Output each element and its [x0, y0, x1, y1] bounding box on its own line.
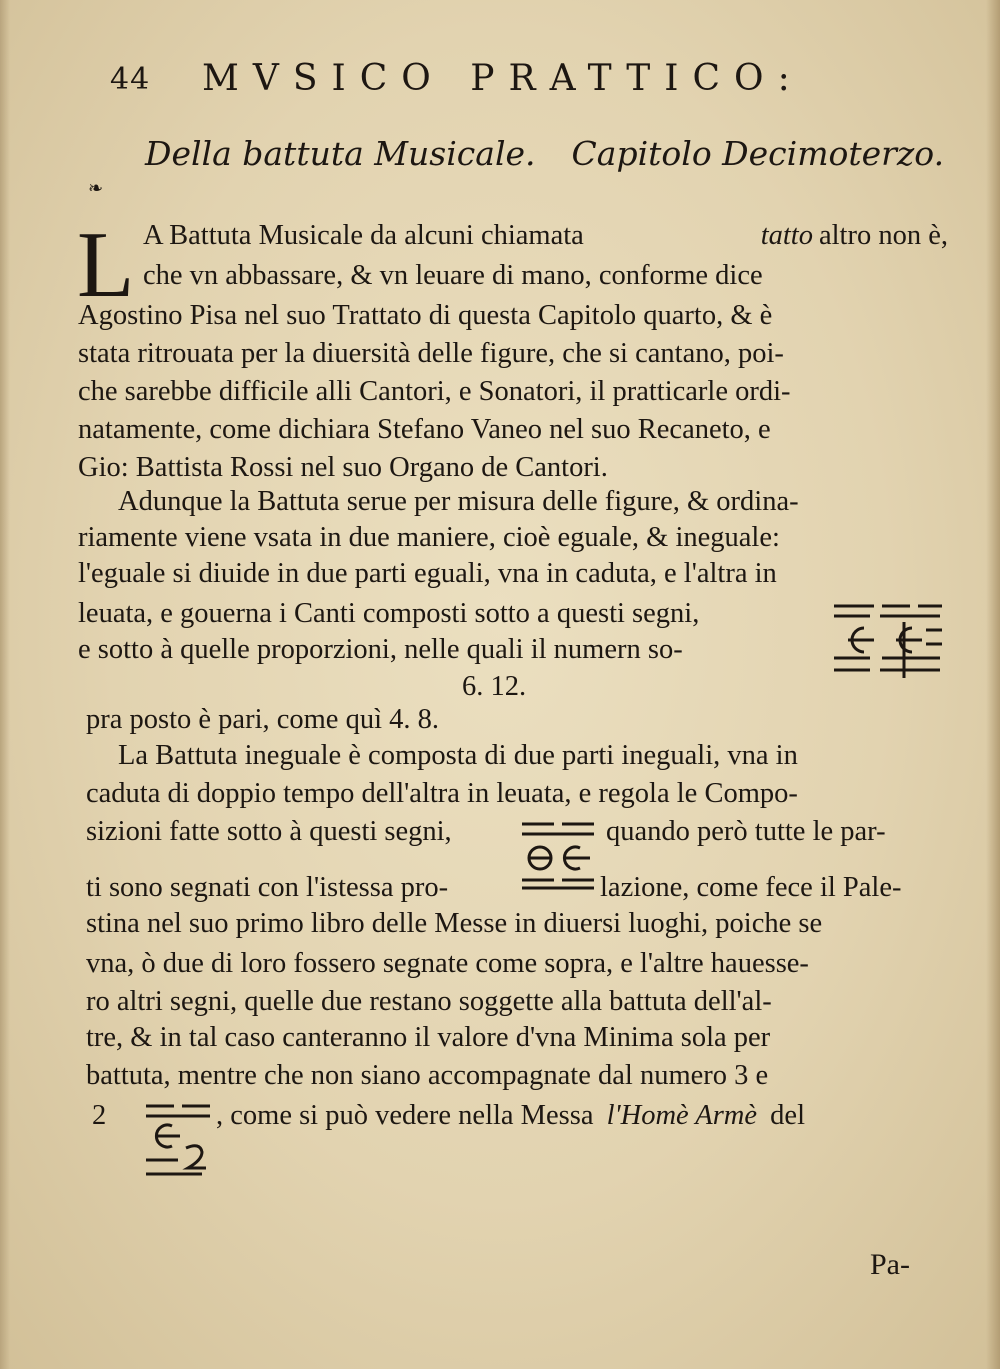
text-line: battuta, mentre che non siano accompagnate dal numero 3 e	[86, 1060, 769, 1091]
text-line: e sotto à quelle proporzioni, nelle quali il numern so-	[78, 634, 683, 665]
mensuration-signs-icon	[518, 816, 598, 894]
text-line: lazione, come fece il Pale-	[600, 872, 902, 903]
text-line: 2	[92, 1100, 107, 1131]
paragraph-ornament-icon: ❧	[88, 178, 104, 199]
italic-term: tatto	[760, 220, 813, 251]
text-line: tre, & in tal caso canteranno il valore d'vna Minima sola per	[86, 1022, 771, 1053]
page-edge-left	[0, 0, 10, 1369]
text-line: l'eguale si diuide in due parti eguali, vna in caduta, e l'altra in	[78, 558, 777, 589]
text-line: ti sono segnati con l'istessa pro-	[86, 872, 449, 903]
text-line: che vn abbassare, & vn leuare di mano, conforme dice	[143, 260, 763, 291]
italic-term: l'Homè Armè	[606, 1100, 758, 1131]
chapter-heading	[145, 134, 944, 173]
page-edge-right	[986, 0, 1000, 1369]
running-head	[110, 58, 850, 108]
text-line: leuata, e gouerna i Canti composti sotto a questi segni,	[78, 598, 700, 629]
drop-capital: L	[77, 213, 135, 317]
text-line: vna, ò due di loro fossero segnate come sopra, e l'altre hauesse-	[86, 948, 809, 979]
text-line: La Battuta ineguale è composta di due parti ineguali, vna in	[118, 740, 798, 771]
chapter-title: Della battuta Musicale.	[145, 134, 536, 173]
catchword: Pa-	[870, 1248, 910, 1281]
text-line: 6. 12.	[462, 671, 527, 702]
text-line	[143, 219, 948, 253]
text-line: riamente viene vsata in due maniere, cioè eguale, & ineguale:	[78, 522, 780, 553]
text-line: Adunque la Battuta serue per misura delle figure, & ordina-	[118, 486, 799, 517]
text-line: stina nel suo primo libro delle Messe in diuersi luoghi, poiche se	[86, 908, 823, 939]
chapter-number: Capitolo Decimoterzo.	[571, 134, 945, 173]
text-line: natamente, come dichiara Stefano Vaneo nel suo Recaneto, e	[78, 414, 771, 445]
mensuration-signs-icon	[830, 598, 945, 690]
text-line: pra posto è pari, come quì 4. 8.	[86, 704, 439, 735]
text-line: ro altri segni, quelle due restano soggette alla battuta dell'al-	[86, 986, 772, 1017]
text-segment: , come si può vedere nella Messa	[216, 1100, 594, 1131]
text-line: che sarebbe difficile alli Cantori, e Sonatori, il pratticarle ordi-	[78, 376, 791, 407]
text-segment: A Battuta Musicale da alcuni chiamata	[143, 220, 584, 251]
running-title: MVSICO PRATTICO:	[202, 58, 804, 99]
text-segment: del	[770, 1100, 805, 1131]
text-line: Gio: Battista Rossi nel suo Organo de Cantori.	[78, 452, 608, 483]
text-line: Agostino Pisa nel suo Trattato di questa Capitolo quarto, & è	[78, 300, 773, 331]
page-number: 44	[110, 62, 151, 97]
text-line: quando però tutte le par-	[606, 816, 886, 847]
mensuration-signs-icon	[142, 1098, 214, 1184]
text-line: caduta di doppio tempo dell'altra in leuata, e regola le Compo-	[86, 778, 798, 809]
text-line: sizioni fatte sotto à questi segni,	[86, 816, 452, 847]
text-line	[216, 1099, 805, 1133]
text-line: stata ritrouata per la diuersità delle figure, che si cantano, poi-	[78, 338, 784, 369]
text-segment: altro non è,	[818, 220, 948, 251]
